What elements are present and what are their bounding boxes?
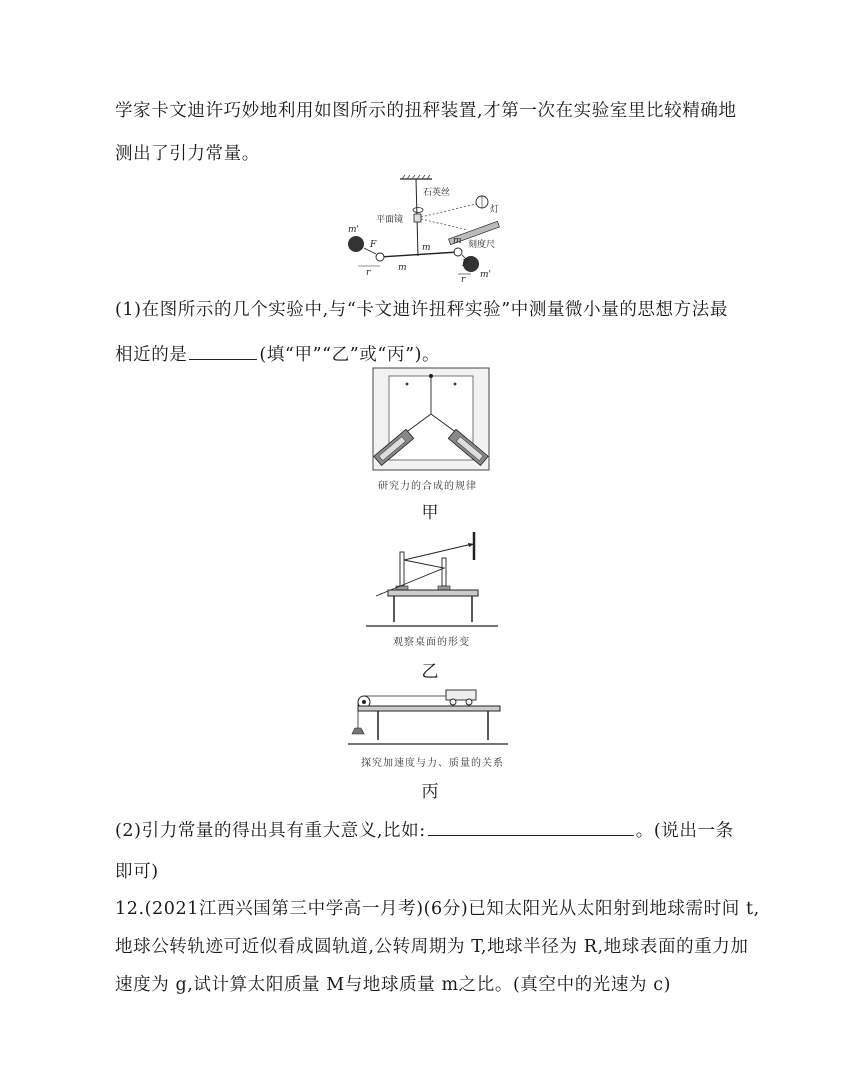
lamp-label: 灯 bbox=[490, 205, 500, 215]
figure-jia-caption: 研究力的合成的规律 bbox=[378, 481, 477, 492]
answer-blank-1[interactable] bbox=[189, 341, 257, 360]
r-left-label: r bbox=[366, 268, 371, 278]
paragraph-line-2: 测出了引力常量。 bbox=[115, 144, 260, 164]
m-right-label: m bbox=[453, 236, 462, 246]
question-1-suffix: (填“甲”“乙”或“丙”)。 bbox=[259, 345, 441, 365]
question-1-line-2 bbox=[115, 341, 440, 367]
question-2-line-2: 即可) bbox=[115, 862, 159, 882]
m-mid-label: m bbox=[422, 243, 431, 253]
acceleration-experiment-figure bbox=[348, 686, 508, 752]
question-1-line-1: (1)在图所示的几个实验中,与“卡文迪许扭秤实验”中测量微小量的思想方法最 bbox=[115, 300, 728, 320]
m-prime-right-label: m' bbox=[480, 270, 492, 280]
scale-label: 刻度尺 bbox=[468, 240, 496, 250]
m-left-label: m bbox=[398, 263, 407, 273]
figure-yi-caption: 观察桌面的形变 bbox=[393, 637, 470, 648]
problem-12-line-1: 12.(2021江西兴国第三中学高一月考)(6分)已知太阳光从太阳射到地球需时间 t, bbox=[115, 899, 760, 919]
figure-bing-label: 丙 bbox=[421, 782, 439, 802]
figure-jia-label: 甲 bbox=[421, 503, 439, 523]
question-2-prefix: (2)引力常量的得出具有重大意义,比如: bbox=[115, 821, 426, 841]
table-deformation-figure bbox=[364, 530, 500, 632]
question-2-line-1 bbox=[115, 817, 734, 843]
question-1-prefix: 相近的是 bbox=[115, 345, 188, 365]
answer-blank-2[interactable] bbox=[428, 817, 634, 836]
m-prime-left-label: m' bbox=[348, 225, 360, 235]
problem-12-line-2: 地球公转轨迹可近似看成圆轨道,公转周期为 T,地球半径为 R,地球表面的重力加 bbox=[115, 937, 749, 957]
paragraph-line-1: 学家卡文迪许巧妙地利用如图所示的扭秤装置,才第一次在实验室里比较精确地 bbox=[115, 101, 737, 121]
question-2-suffix: 。(说出一条 bbox=[635, 821, 734, 841]
force-right-label: F bbox=[462, 259, 469, 269]
force-left-label: F bbox=[370, 240, 377, 250]
figure-bing-caption: 探究加速度与力、质量的关系 bbox=[361, 758, 504, 769]
quartz-label: 石英丝 bbox=[423, 188, 451, 198]
figure-yi-label: 乙 bbox=[421, 662, 439, 682]
force-composition-figure bbox=[367, 366, 495, 474]
mirror-label: 平面镜 bbox=[376, 215, 404, 225]
torsion-balance-figure bbox=[340, 174, 520, 284]
problem-12-line-3: 速度为 g,试计算太阳质量 M与地球质量 m之比。(真空中的光速为 c) bbox=[115, 975, 672, 995]
r-right-label: r bbox=[461, 275, 466, 284]
